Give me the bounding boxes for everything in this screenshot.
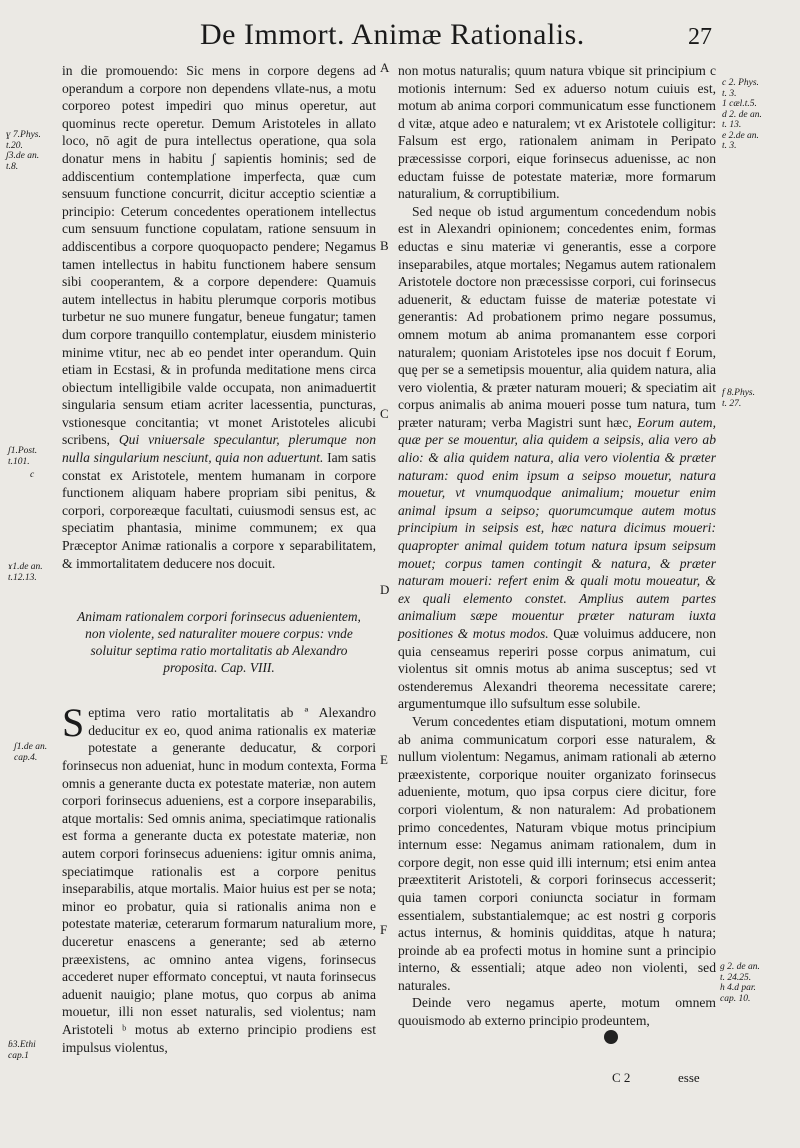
paragraph: Deinde vero negamus aperte, motum omnem quouismodo ab externo principio prodeuntem, (398, 995, 716, 1029)
section-letter: D (380, 582, 390, 597)
paragraph-text: Iam satis constat ex Aristotele, mentem humanam in corpore functionem aliquam habere propriam sibi penitus, & corpori, corporeæque facultati, cuiusmodi sensus est, ac speciatim phantasia, minime communem; ex qua Præceptor Animæ rationalis a corpore ɤ separabilitatem, & immortalitatem deducere nos docuit. (62, 450, 377, 571)
right-column (398, 62, 716, 1030)
signature-mark: C 2 (612, 1070, 631, 1085)
margin-note: c (30, 470, 35, 480)
paragraph-text: Quæ voluimus adducere, non quia censeamus reperiri posse corpus animatum, cui violentus sit omnis motus ab anima susceptus; sed vt ostenderemus Alexandri theorema necessitate carere; argumentumque illo sufsultum esse solubile. (398, 626, 716, 712)
quotation: Eorum autem, quæ per se mouentur, alia quidem a seipsis, alia vero ab alio: & alia quidem natura, alia vero violentia & præter naturam: quod enim ipsum a seipso mouetur, natura mouetur, vt vnumquodque animalium; mouetur enim animal ipsum a seipso; quorumcumque autem motus principium in seipsis est, hæc natura dicimus moueri: quapropter animal quidem totum natura ipsum seipsum mouet; corpus tamen contingit & natura, & præter naturam moueri: refert enim & quali motu moueatur, & ex quali elemento constet. Amplius autem partes animalium sæpe mouentur præter naturam iuxta positiones & motus modos. (398, 414, 717, 641)
margin-note: c 2. Phys. t. 3. 1 cæl.t.5. d 2. de an. t. 13. e 2.de an. t. 3. (722, 78, 762, 151)
page-number: 27 (688, 24, 712, 50)
paragraph: non motus naturalis; quum natura vbique sit principium c motionis internum: Sed ex aduerso notum cuiuis est, motum ab anima corpori communicatum esse functionem d vitæ, atque adeo e naturalem; vt ex Aristotele colligitur: Falsum est ergo, rationalem animam in Peripato præcessisse corpori, eique forinsecus aduenisse, ac non eductam fuisse de potestate materiæ, more formarum naturalium, & corruptibilium. (398, 63, 716, 202)
drop-capital: S (62, 700, 85, 746)
margin-note: ʃ1.Post. t.101. (8, 446, 38, 467)
running-title: De Immort. Animæ Rationalis. (200, 18, 585, 51)
section-letter: E (380, 752, 388, 767)
section-letter: C (380, 406, 389, 421)
section-letters (380, 60, 396, 1060)
page-header (0, 14, 800, 58)
chapter-heading: Animam rationalem corpori forinsecus aduenientem, non violente, sed naturaliter mouere corpus: vnde soluitur septima ratio mortalitatis ab Alexandro proposita. Cap. VIII. (77, 609, 361, 676)
margin-note: ʃ1.de an. cap.4. (14, 742, 48, 763)
left-column (62, 62, 376, 1056)
paragraph (62, 62, 376, 572)
catchword: esse (678, 1070, 700, 1085)
paragraph (398, 203, 716, 713)
section-letter: A (380, 60, 390, 75)
quotation: Qui vniuersale speculantur, plerumque non nulla singularium nesciunt, quia non aduertunt. (62, 432, 376, 466)
section-letter: B (380, 238, 389, 253)
paragraph-text: in die promouendo: Sic mens in corpore degens ad operandum a corpore non dependens vllate-nus, a motu corporeo potest impediri quo minus operetur, aut quominus recte operetur. Demum Aristoteles in allato loco, nō agit de pura intellectus operatione, qua sola donatur mens in habitu ʃ sapientis hominis; sed de addiscentium contemplatione imperfecta, quæ cum sensuum functione concurrit, dicitur acceptio scientiæ a principio: Ceterum concedentes operationem intellectus cum sensuum functione copulatam, ratione sensuum in addiscentibus a corpore quoquopacto pendere; Negamus tamen intellectus in habitu functionem habere sensum sibi cooperantem, & a corpore dependere: Quamuis autem intellectus in habitu plerumque corporis motibus turbetur ne suo munere fungatur, beneue fungatur; tamen dum corpore tranquillo contemplatur, eiusdem ministerio minime vtitur, nec ab eo pendet inter operandum. Quin etiam in Ecstasi, & in profunda meditatione mens circa obiectum intelligibile valde occupata, non animaduertit singularia sensum etiam acriter lacessentia, puncturas, vstionesque concitantia; vt monet Aristoteles alicubi scribens, (62, 63, 376, 448)
paragraph (62, 700, 376, 1056)
paragraph-text: Sed neque ob istud argumentum concedendum nobis est in Alexandri opinionem; concedentes enim, formas eductas e sinu materiæ vi generantis, esse a corpore inseparabiles, atque mortales; Negamus autem rationalem Aristotele doctore non præcessisse corpori, cui forinsecus aduenerit, & eductam fuisse de materiæ potestate vi generantis: Ad probationem primo negare possumus, omnem motum ab anima promanantem esse corpori naturalem; quoniam Aristoteles ipse nos docuit f Eorum, quę per se a semetipsis mouentur, alia quidem natura, alia vero violentia, & præter naturam moueri; & speciatim ait corpus animalis ab anima moueri posse tum natura, tum præter naturam; verba Magistri sunt hæc, (398, 203, 716, 430)
margin-note: ɤ1.de an. t.12.13. (8, 562, 43, 583)
margin-note: ɣ 7.Phys. t.20. ʃ3.de an. t.8. (6, 130, 41, 172)
section-letter: F (380, 922, 388, 937)
margin-note: g 2. de an. t. 24.25. h 4.d par. cap. 10. (720, 962, 760, 1004)
margin-note: f 8.Phys. t. 27. (722, 388, 755, 409)
ink-spot (604, 1030, 618, 1044)
margin-note: ɓ3.Ethi cap.1 (8, 1040, 36, 1061)
paragraph: Verum concedentes etiam disputationi, motum omnem ab anima communicatum corpori esse naturalem, & nullum violentum: Negamus, animam rationali ab æterno præexistente, corporique nouiter organizato forinsecus adueniente, motum, quo ipsa corpus ciere dicitur, fore corpori violentum, & non naturalem: Ad probationem primo concedentes, Naturam vbique motus principium internum esse: Negamus animam rationalem, dum in corpore degit, non esse quid illi internum; etsi enim antea præextiterit Aristoteli, & corpori forinsecus accesserit; quia tamen corpori coniuncta sociatur in formam essentialem, substantialemque; ac est nostri g corporis actus internus, & hominis quidditas, atque h natura; proinde ab ea profecti motus in homine sunt a principio interno, & essentiali; atque adeo non violenti, sed naturales. (398, 713, 716, 993)
paragraph-text: eptima vero ratio mortalitatis ab ª Alexandro deducitur ex eo, quod anima rationalis ex materiæ potestate a generante deducatur, & corpori forinsecus non adueniat, hunc in modum contexta, Forma omnis a generante ducta ex potestate materiæ, non autem corpori forinsecus adueniens, est a corpore inseparabilis, atque mortalis: Sed omnis anima, speciatimque rationalis est forma a generante ducta ex potestate materiæ, non autem corpori forinsecus adueniens: igitur omnis anima, speciatimque rationalis est a corpore penitus inseparabilis, atque mortalis. Maior huius est per se nota; minor eo probatur, quia si rationalis anima non e potestate materiæ, ceterarum formarum naturalium more, duceretur enascens a generante; sed ab æterno præexistens, ac omnino antea vigens, forinsecus accederet nuper efformato conceptui, vt nauta forinsecus aduenit nauigio; plane motus, quo corpus ab anima mouetur, illi non esset naturalis, sed violentus; nam Aristoteli ᵇ motus ab externo principio prodiens est impulsus violentus, (62, 705, 376, 1055)
